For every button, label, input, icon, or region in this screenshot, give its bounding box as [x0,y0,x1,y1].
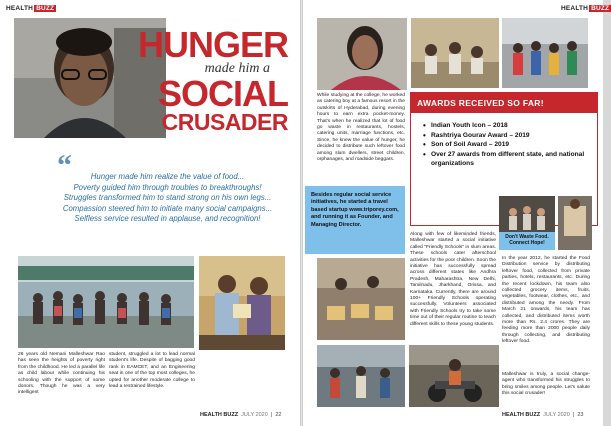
body-text-col1: 26 years old Nemani Malleshwar Rao has seen the heights of poverty right from the childhood. He led a parallel life as child labour while continuing his schooling with the support of some donors. Though he was a very intelligent [18,352,105,396]
small-group-photo [499,196,555,232]
quote-mark-icon: “ [57,149,72,182]
dont-waste-food-banner: Don't Waste Food. Connect Hope! [499,232,555,250]
body-text-col4: Along with few of likeminded friends, Malleshwar started a social initiative called "Friendly Schools" in slum areas. These schools cater afterschool activities for the poor children. Soon the initiative has successfully spread across different states like Andhra Pradesh, Maharashtra, New Delhi, Tamilnadu, Jharkhand, Orissa, and Karnataka. Currently, there are around 100+ Friendly Schools operating successfully. Volunteers associated with Friendly Schools try to take some time out of their regular routine to teach different skills to these young students. [410,232,496,327]
awards-list [411,113,597,169]
bag-photo [558,196,592,250]
body-text-col3: While studying at the college, he worked as catering boy at a famous resort in the outskirts of Hyderabad, during evening hours to earn extra pocket-money. That's when he realized that lot of food go waste in restaurants, hostels, catering units, marriage functions, etc. Since, he knew the value of hunger, he decided to distribute such leftover food among slum dwellers, street children, orphanages, and roadside beggars. [317,93,405,163]
left-page [0,0,300,426]
award-ceremony-photo [199,256,285,350]
startup-callout: Besides regular social service initiatives, he started a travel based startup www.triporey.com, and running it as Founder, and Managing Director. [305,186,405,254]
body-text-col5: In the year 2012, he started the Food Distribution service by distributing leftover food, collected from private parties, hotels, restaurants, etc. During the recent lockdown, his team also collected grocery items, fruits, vegetables, footwear, clothes, etc., and distributed among the needy. From March 21 onwards, his team has collected, and distributed items worth more than Rs. 2.4 crores. They are feeding more than 2000 people daily through collecting, and distributing leftover food. [502,256,590,345]
woman-portrait-photo [317,18,407,90]
body-text-col6: Malleshwar is truly, a social change-agent who transformed his struggles to bring smiles among people. Let's salute this social crusader! [502,372,590,397]
right-page [303,0,610,426]
award-item: • Over 27 awards from different state, and national organizations [423,150,589,169]
food-distribution-photo [18,256,194,348]
award-item: • Rashtriya Gourav Award – 2019 [423,131,589,141]
street-distribution-photo [317,345,405,407]
magazine-brand: HEALTH BUZZ [6,5,55,12]
pull-quote: Hunger made him realize the value of food... Poverty guided him through troubles to breakthroughs! Struggles transformed him to stand strong on his own legs... Compassion steered him to initiate many social campaigns... Selfless service resulted in applause, and recognition! [62,172,273,224]
motorcycle-delivery-photo [409,345,499,407]
children-group-photo [411,18,499,88]
footer-right: HEALTH BUZZ JULY 2020 | 23 [502,412,584,418]
award-item: • Son of Soil Award – 2019 [423,140,589,150]
magazine-brand-right: HEALTH BUZZ [561,5,610,12]
award-item: • Indian Youth Icon – 2018 [423,121,589,131]
food-packing-photo [317,258,405,340]
awards-title: AWARDS RECEIVED SO FAR! [411,93,597,113]
body-text-col2: student, struggled a lot to lead normal student's life. Despite of bagging good rank in EAMCET, and an Engineering seat in one of the top most colleges, he opted for another moderate college to lead a restrained lifestyle. [109,352,195,390]
article-headline: HUNGER made him a SOCIAL CRUSADER [138,24,289,135]
footer-left: HEALTH BUZZ JULY 2020 | 22 [200,412,282,418]
volunteers-photo [502,18,588,88]
